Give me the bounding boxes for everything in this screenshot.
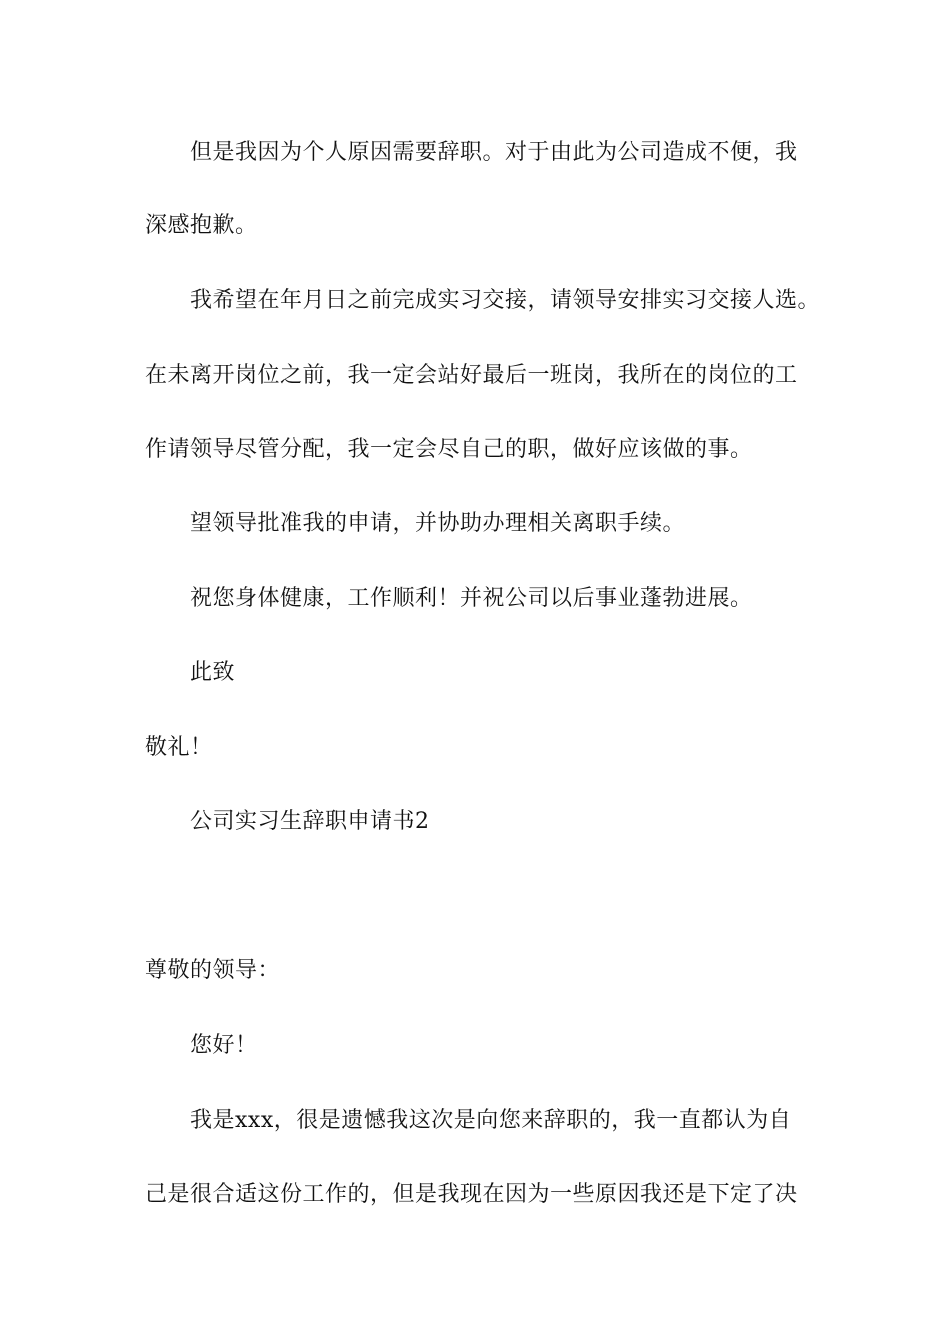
paragraph-line: 作请领导尽管分配，我一定会尽自己的职，做好应该做的事。 bbox=[145, 437, 753, 462]
paragraph-line: 望领导批准我的申请，并协助办理相关离职手续。 bbox=[190, 511, 686, 536]
paragraph-line: 祝您身体健康，工作顺利！并祝公司以后事业蓬勃进展。 bbox=[190, 586, 753, 611]
salutation-line: 敬礼！ bbox=[145, 735, 213, 760]
paragraph-line: 深感抱歉。 bbox=[145, 213, 258, 238]
paragraph-line: 己是很合适这份工作的，但是我现在因为一些原因我还是下定了决 bbox=[145, 1182, 798, 1207]
section-title: 公司实习生辞职申请书2 bbox=[190, 809, 430, 834]
greeting-line: 尊敬的领导： bbox=[145, 958, 281, 983]
paragraph-line: 但是我因为个人原因需要辞职。对于由此为公司造成不便，我 bbox=[190, 140, 798, 165]
paragraph-line: 我希望在年月日之前完成实习交接，请领导安排实习交接人选。 bbox=[190, 288, 821, 313]
greeting-line: 您好！ bbox=[190, 1033, 258, 1058]
closing-line: 此致 bbox=[190, 660, 236, 685]
paragraph-line: 我是xxx，很是遗憾我这次是向您来辞职的，我一直都认为自 bbox=[190, 1108, 792, 1133]
paragraph-line: 在未离开岗位之前，我一定会站好最后一班岗，我所在的岗位的工 bbox=[145, 363, 798, 388]
